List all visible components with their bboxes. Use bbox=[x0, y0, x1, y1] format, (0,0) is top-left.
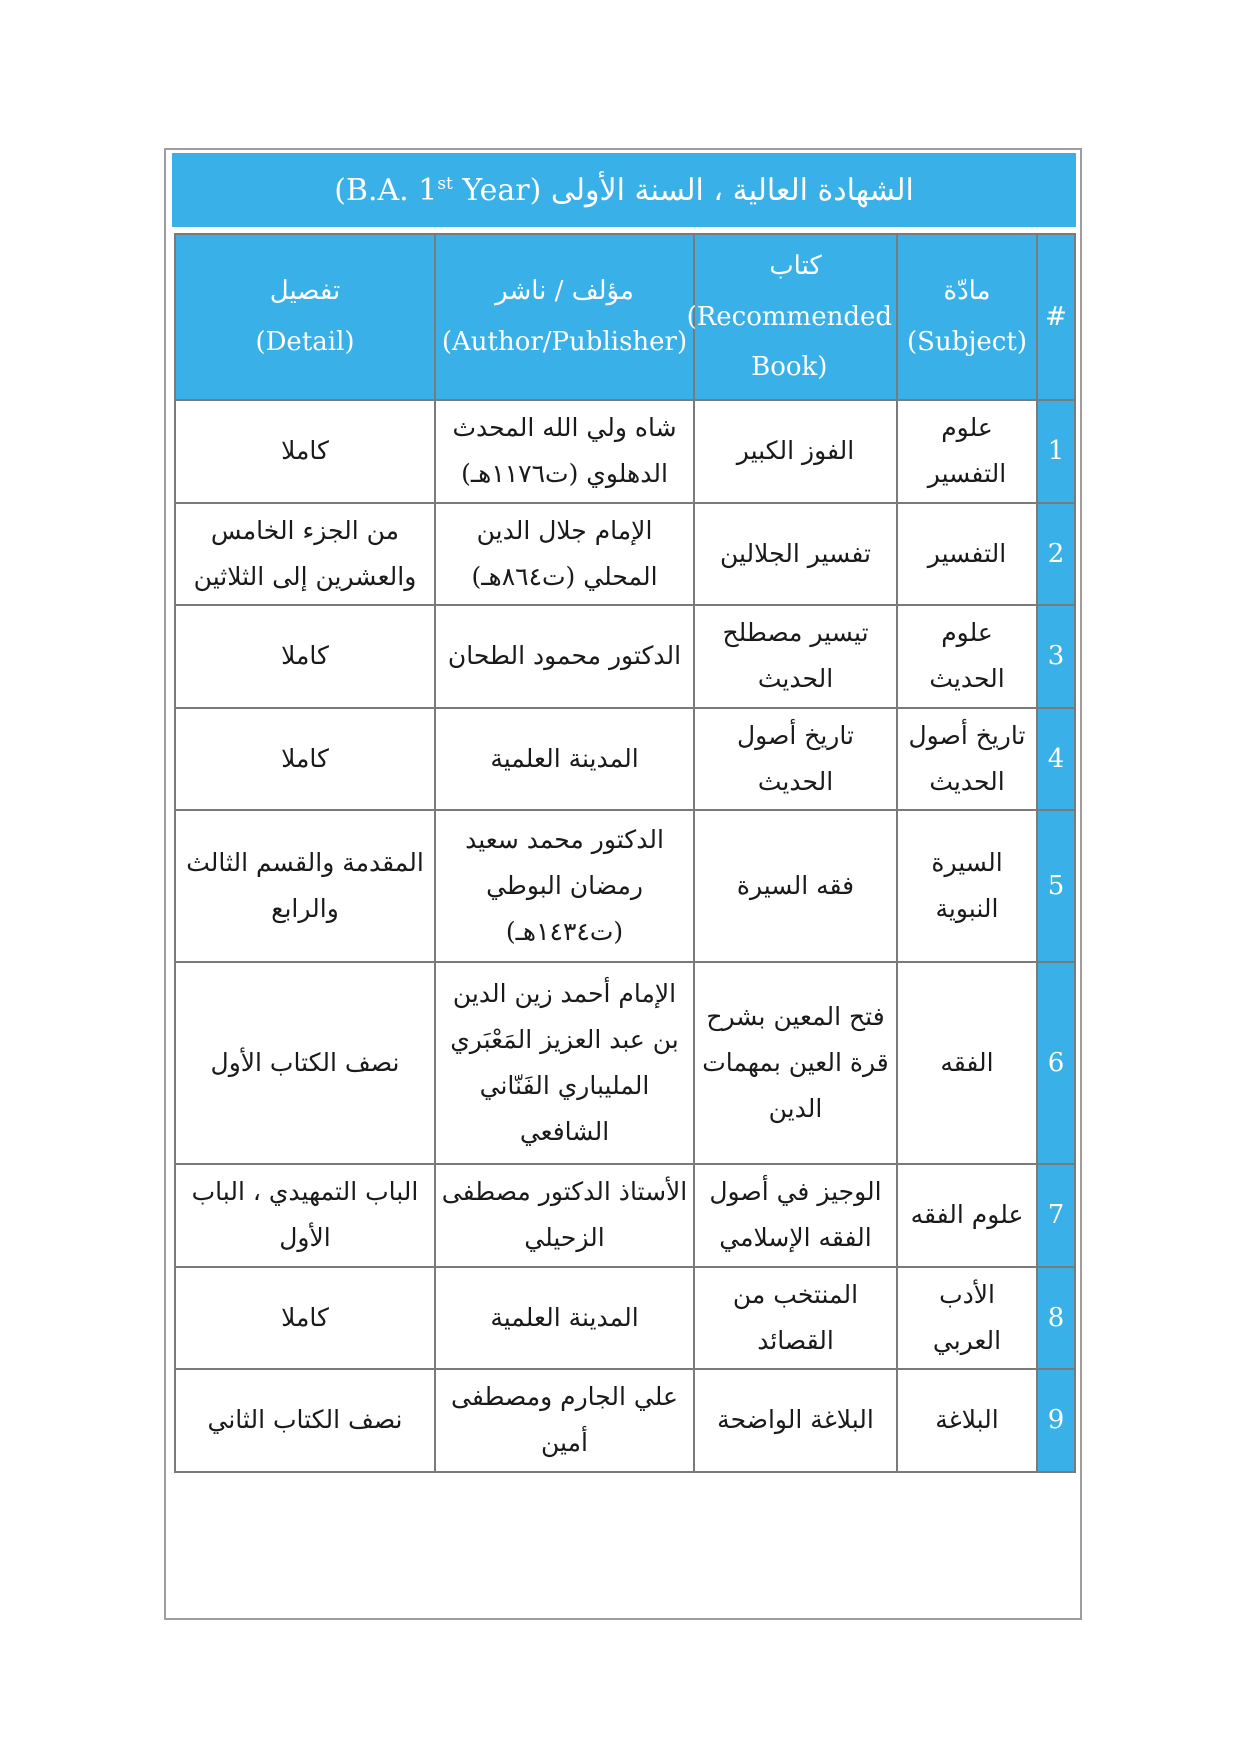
table-row bbox=[175, 708, 1075, 811]
cell-detail: كاملا bbox=[175, 400, 435, 503]
cell-subject: السيرة النبوية bbox=[897, 810, 1037, 962]
header-number: # bbox=[1037, 234, 1075, 400]
cell-detail: كاملا bbox=[175, 605, 435, 708]
row-number: 5 bbox=[1037, 810, 1075, 962]
table-row bbox=[175, 605, 1075, 708]
cell-detail: الباب التمهيدي ، الباب الأول bbox=[175, 1164, 435, 1267]
header-subject: مادّة (Subject) bbox=[897, 234, 1037, 400]
header-detail: تفصيل (Detail) bbox=[175, 234, 435, 400]
cell-author: الدكتور محمد سعيد رمضان البوطي (ت١٤٣٤هـ) bbox=[435, 810, 694, 962]
cell-author: الإمام أحمد زين الدين بن عبد العزيز المَعْبَري المليباري الفَنّاني الشافعي bbox=[435, 962, 694, 1164]
cell-author: الإمام جلال الدين المحلي (ت٨٦٤هـ) bbox=[435, 503, 694, 606]
row-number: 2 bbox=[1037, 503, 1075, 606]
page-title bbox=[172, 153, 1076, 227]
cell-author: علي الجارم ومصطفى أمين bbox=[435, 1369, 694, 1472]
row-number: 8 bbox=[1037, 1267, 1075, 1370]
cell-subject: تاريخ أصول الحديث bbox=[897, 708, 1037, 811]
table-row bbox=[175, 1164, 1075, 1267]
row-number: 6 bbox=[1037, 962, 1075, 1164]
row-number: 9 bbox=[1037, 1369, 1075, 1472]
cell-book: تيسير مصطلح الحديث bbox=[694, 605, 897, 708]
cell-book: المنتخب من القصائد bbox=[694, 1267, 897, 1370]
table-row bbox=[175, 400, 1075, 503]
cell-detail: كاملا bbox=[175, 1267, 435, 1370]
cell-book: الفوز الكبير bbox=[694, 400, 897, 503]
row-number: 4 bbox=[1037, 708, 1075, 811]
cell-book: فتح المعين بشرح قرة العين بمهمات الدين bbox=[694, 962, 897, 1164]
table-row bbox=[175, 810, 1075, 962]
table-row bbox=[175, 962, 1075, 1164]
header-author: مؤلف / ناشر (Author/Publisher) bbox=[435, 234, 694, 400]
cell-detail: كاملا bbox=[175, 708, 435, 811]
cell-book: فقه السيرة bbox=[694, 810, 897, 962]
cell-author: شاه ولي الله المحدث الدهلوي (ت١١٧٦هـ) bbox=[435, 400, 694, 503]
cell-subject: التفسير bbox=[897, 503, 1037, 606]
cell-author: المدينة العلمية bbox=[435, 708, 694, 811]
row-number: 3 bbox=[1037, 605, 1075, 708]
table-row bbox=[175, 1267, 1075, 1370]
cell-subject: علوم الفقه bbox=[897, 1164, 1037, 1267]
header-book: كتاب (Recommended Book) bbox=[694, 234, 897, 400]
cell-detail: نصف الكتاب الأول bbox=[175, 962, 435, 1164]
table-row bbox=[175, 503, 1075, 606]
cell-detail: نصف الكتاب الثاني bbox=[175, 1369, 435, 1472]
cell-subject: الفقه bbox=[897, 962, 1037, 1164]
cell-book: تاريخ أصول الحديث bbox=[694, 708, 897, 811]
cell-detail: المقدمة والقسم الثالث والرابع bbox=[175, 810, 435, 962]
cell-author: الأستاذ الدكتور مصطفى الزحيلي bbox=[435, 1164, 694, 1267]
cell-book: تفسير الجلالين bbox=[694, 503, 897, 606]
cell-author: الدكتور محمود الطحان bbox=[435, 605, 694, 708]
cell-subject: الأدب العربي bbox=[897, 1267, 1037, 1370]
row-number: 7 bbox=[1037, 1164, 1075, 1267]
cell-subject: علوم التفسير bbox=[897, 400, 1037, 503]
cell-book: البلاغة الواضحة bbox=[694, 1369, 897, 1472]
curriculum-table bbox=[174, 233, 1076, 1473]
row-number: 1 bbox=[1037, 400, 1075, 503]
title-arabic: الشهادة العالية ، السنة الأولى bbox=[550, 172, 914, 208]
cell-subject: البلاغة bbox=[897, 1369, 1037, 1472]
cell-detail: من الجزء الخامس والعشرين إلى الثلاثين bbox=[175, 503, 435, 606]
table-header-row bbox=[175, 234, 1075, 400]
title-english: (B.A. 1st Year) bbox=[334, 172, 542, 208]
cell-subject: علوم الحديث bbox=[897, 605, 1037, 708]
cell-author: المدينة العلمية bbox=[435, 1267, 694, 1370]
cell-book: الوجيز في أصول الفقه الإسلامي bbox=[694, 1164, 897, 1267]
table-row bbox=[175, 1369, 1075, 1472]
